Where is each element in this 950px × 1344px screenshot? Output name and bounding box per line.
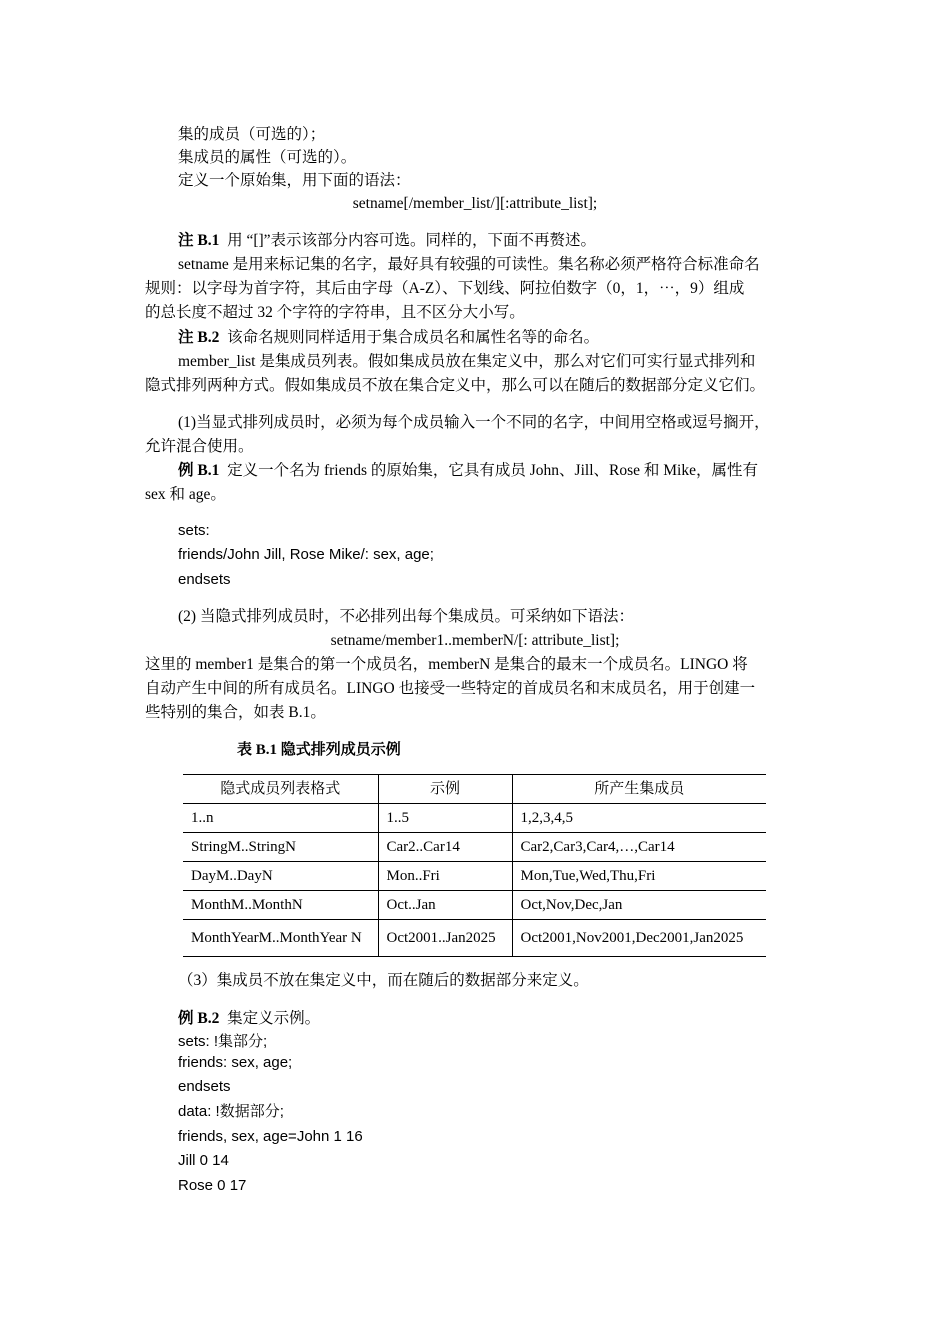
example-b1-continued: sex 和 age。 — [145, 486, 226, 503]
implicit-members-table — [183, 774, 766, 957]
example-b2-text: 集定义示例。 — [227, 1010, 321, 1027]
table-row — [183, 804, 766, 833]
code-line: endsets — [178, 571, 231, 588]
table-header-cell: 所产生集成员 — [512, 775, 766, 804]
paragraph-data-section: （3）集成员不放在集定义中，而在随后的数据部分来定义。 — [178, 972, 589, 989]
example-b1-text: 定义一个名为 friends 的原始集，它具有成员 John、Jill、Rose 和 Mike，属性有 — [227, 462, 758, 479]
table-cell: DayM..DayN — [183, 862, 378, 891]
code-line: Jill 0 14 — [178, 1152, 229, 1169]
table-cell: Mon,Tue,Wed,Thu,Fri — [512, 862, 766, 891]
table-cell: Car2..Car14 — [378, 833, 512, 862]
note-b2-text: 该命名规则同样适用于集合成员名和属性名等的命名。 — [227, 329, 600, 346]
paragraph-member-list-1: member_list 是集成员列表。假如集成员放在集定义中，那么对它们可实行显式排列和 — [178, 353, 756, 370]
table-cell: StringM..StringN — [183, 833, 378, 862]
table-row — [183, 862, 766, 891]
note-b1-label: 注 B.1 — [178, 232, 220, 249]
syntax-line-1: setname[/member_list/][:attribute_list]; — [352, 195, 598, 212]
syntax-line-2: setname/member1..memberN/[: attribute_list]; — [330, 632, 620, 649]
paragraph-explicit-2: 允许混合使用。 — [145, 438, 254, 455]
table-caption: 表 B.1 隐式排列成员示例 — [237, 742, 401, 758]
paragraph-setname-2: 规则：以字母为首字符，其后由字母（A-Z）、下划线、阿拉伯数字（0，1，⋯，9）组成 — [145, 280, 745, 297]
paragraph-define-set: 定义一个原始集，用下面的语法： — [178, 172, 411, 189]
paragraph-members-1: 这里的 member1 是集合的第一个成员名，memberN 是集合的最末一个成员名。LINGO 将 — [145, 656, 748, 673]
table-header-row — [183, 775, 766, 804]
table-cell: MonthYearM..MonthYear N — [183, 920, 378, 957]
example-b1 — [178, 461, 758, 481]
table-header-cell: 示例 — [378, 775, 512, 804]
paragraph-setname-1: setname 是用来标记集的名字，最好具有较强的可读性。集名称必须严格符合标准命名 — [178, 256, 760, 273]
code-line: friends/John Jill, Rose Mike/: sex, age; — [178, 546, 434, 563]
table-header-cell: 隐式成员列表格式 — [183, 775, 378, 804]
table-cell: Oct2001,Nov2001,Dec2001,Jan2025 — [512, 920, 766, 957]
table-row — [183, 891, 766, 920]
paragraph-members-3: 些特别的集合，如表 B.1。 — [145, 704, 326, 721]
paragraph-member-list-2: 隐式排列两种方式。假如集成员不放在集合定义中，那么可以在随后的数据部分定义它们。 — [145, 377, 766, 394]
table-cell: Oct..Jan — [378, 891, 512, 920]
paragraph-implicit: (2) 当隐式排列成员时，不必排列出每个集成员。可采纳如下语法： — [178, 608, 634, 625]
paragraph-members-2: 自动产生中间的所有成员名。LINGO 也接受一些特定的首成员名和末成员名，用于创建一 — [145, 680, 756, 697]
table-cell: Oct,Nov,Dec,Jan — [512, 891, 766, 920]
list-item-attributes: 集成员的属性（可选的）。 — [178, 149, 357, 166]
note-b1 — [178, 231, 596, 251]
table-cell: 1,2,3,4,5 — [512, 804, 766, 833]
table-cell: Mon..Fri — [378, 862, 512, 891]
table-cell: 1..n — [183, 804, 378, 833]
table-cell: Car2,Car3,Car4,…,Car14 — [512, 833, 766, 862]
table-cell: 1..5 — [378, 804, 512, 833]
note-b2-label: 注 B.2 — [178, 329, 220, 346]
example-b2-label: 例 B.2 — [178, 1010, 220, 1027]
note-b1-text: 用 “[]”表示该部分内容可选。同样的，下面不再赘述。 — [227, 232, 597, 249]
table-row — [183, 920, 766, 957]
code-line: Rose 0 17 — [178, 1177, 247, 1194]
code-line: data: !数据部分; — [178, 1103, 284, 1120]
list-item-members: 集的成员（可选的）； — [178, 126, 326, 143]
paragraph-setname-3: 的总长度不超过 32 个字符的字符串，且不区分大小写。 — [145, 304, 525, 321]
note-b2 — [178, 328, 599, 348]
code-line: endsets — [178, 1078, 231, 1095]
code-line: friends, sex, age=John 1 16 — [178, 1128, 363, 1145]
table-row — [183, 833, 766, 862]
code-line: sets: — [178, 522, 210, 539]
example-b2 — [178, 1009, 320, 1029]
code-line: sets: !集部分; — [178, 1033, 268, 1050]
table-cell: Oct2001..Jan2025 — [378, 920, 512, 957]
paragraph-explicit-1: (1)当显式排列成员时，必须为每个成员输入一个不同的名字，中间用空格或逗号搁开， — [178, 414, 770, 431]
table-cell: MonthM..MonthN — [183, 891, 378, 920]
code-line: friends: sex, age; — [178, 1054, 293, 1071]
example-b1-label: 例 B.1 — [178, 462, 220, 479]
